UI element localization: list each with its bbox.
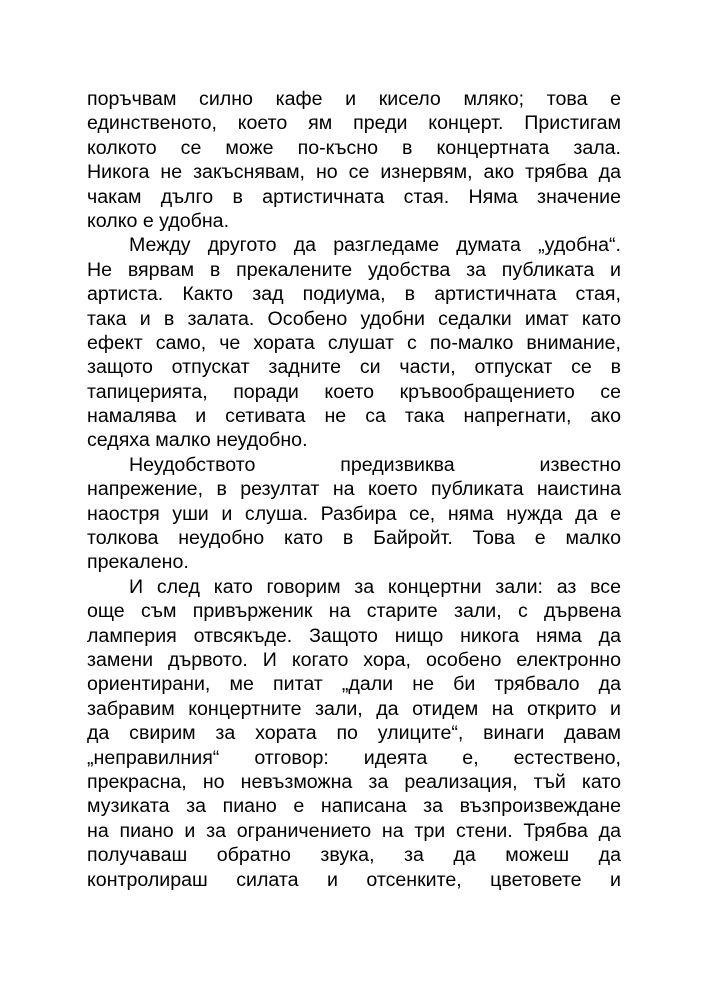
text-line: Между другото да разгледаме думата „удобна“.	[129, 234, 621, 257]
text-line: ефект само, че хората слушат с по-малко внимание,	[87, 331, 621, 354]
text-line: единственото, което ям преди концерт. Пристигам	[87, 112, 621, 135]
text-line: Никога не закъснявам, но се изнервям, ако трябва да	[87, 161, 621, 184]
text-line: колкото се може по-късно в концертната зала.	[87, 136, 621, 159]
text-line: Неудобството предизвиква известно	[129, 453, 621, 476]
text-line: забравим концертните зали, да отидем на открито и	[87, 697, 621, 720]
text-line: чакам дълго в артистичната стая. Няма значение	[87, 185, 621, 208]
text-line: на пиано и за ограничението на три стени. Трябва да	[87, 819, 621, 842]
text-line: така и в залата. Особено удобни седалки имат като	[87, 307, 621, 330]
paragraph-4	[87, 575, 621, 892]
paragraph-1	[87, 87, 621, 233]
text-line: контролираш силата и отсенките, цветовете и	[87, 868, 621, 891]
text-line: И след като говорим за концертни зали: аз все	[129, 575, 621, 598]
text-line: „неправилния“ отговор: идеята е, естествено,	[87, 746, 621, 769]
text-line: прекалено.	[87, 551, 189, 574]
text-line: още съм привърженик на старите зали, с дървена	[87, 600, 621, 623]
text-line: замени дървото. И когато хора, особено електронно	[87, 648, 621, 671]
text-line: артиста. Както зад подиума, в артистичната стая,	[87, 283, 621, 306]
text-line: колко е удобна.	[87, 209, 230, 232]
text-line: защото отпускат задните си части, отпускат се в	[87, 356, 621, 379]
document-page	[87, 87, 621, 892]
text-line: ламперия отвсякъде. Защото нищо никога няма да	[87, 624, 621, 647]
text-line: поръчвам силно кафе и кисело мляко; това е	[87, 88, 621, 110]
text-line: музиката за пиано е написана за възпроизвеждане	[87, 795, 621, 818]
text-line: наостря уши и слуша. Разбира се, няма нужда да е	[87, 502, 621, 525]
text-line: прекрасна, но невъзможна за реализация, тъй като	[87, 770, 621, 793]
text-line: тапицерията, поради което кръвообращението се	[87, 380, 621, 403]
text-line: намалява и сетивата не са така напрегнати, ако	[87, 405, 621, 428]
text-line: ориентирани, ме питат „дали не би трябвало да	[87, 673, 621, 696]
text-line: толкова неудобно като в Байройт. Това е малко	[87, 527, 621, 550]
text-line: получаваш обратно звука, за да можеш да	[87, 844, 621, 867]
paragraph-2	[87, 233, 621, 453]
text-line: напрежение, в резултат на което публиката наистина	[87, 478, 621, 501]
text-line: да свирим за хората по улиците“, винаги давам	[87, 722, 621, 745]
text-line: Не вярвам в прекалените удобства за публиката и	[87, 258, 621, 281]
text-line: седяха малко неудобно.	[87, 429, 308, 452]
paragraph-3	[87, 453, 621, 575]
